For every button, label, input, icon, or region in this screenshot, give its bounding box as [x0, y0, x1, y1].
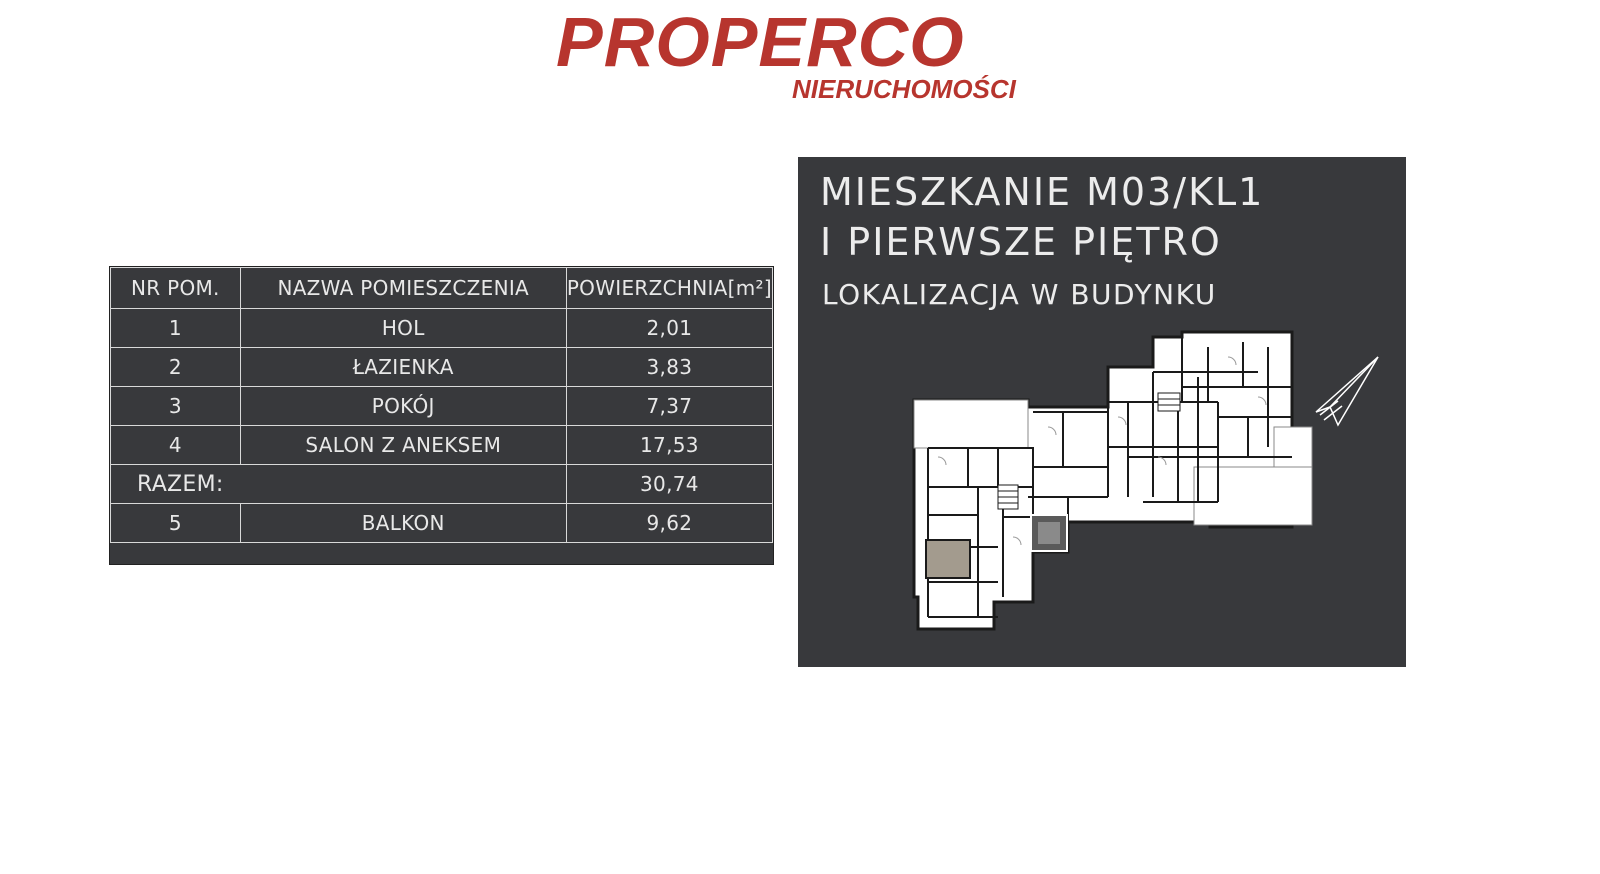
room-name: SALON Z ANEKSEM [240, 426, 566, 465]
room-area: 17,53 [566, 426, 772, 465]
table-row [111, 348, 773, 387]
highlighted-apartment [926, 540, 970, 578]
room-name: BALKON [240, 504, 566, 543]
table-row [111, 309, 773, 348]
company-logo [556, 3, 1046, 106]
room-number: 5 [111, 504, 241, 543]
room-number: 2 [111, 348, 241, 387]
room-area: 9,62 [566, 504, 772, 543]
room-name: HOL [240, 309, 566, 348]
room-name: ŁAZIENKA [240, 348, 566, 387]
room-area: 3,83 [566, 348, 772, 387]
location-subtitle: LOKALIZACJA W BUDYNKU [822, 278, 1217, 311]
building-floor-plan [798, 157, 1406, 667]
logo-subtitle: NIERUCHOMOŚCI [792, 74, 1016, 104]
apartment-title: MIESZKANIE M03/KL1 [820, 170, 1265, 214]
table-header-row [111, 268, 773, 309]
room-number: 1 [111, 309, 241, 348]
room-name: POKÓJ [240, 387, 566, 426]
room-number: 4 [111, 426, 241, 465]
room-area-table [109, 266, 774, 565]
logo-brand: PROPERCO [556, 3, 965, 81]
room-area: 2,01 [566, 309, 772, 348]
table-row [111, 504, 773, 543]
total-area: 30,74 [566, 465, 772, 504]
room-number: 3 [111, 387, 241, 426]
floor-title: I PIERWSZE PIĘTRO [820, 220, 1222, 264]
header-area: POWIERZCHNIA[m²] [566, 268, 772, 309]
north-arrow-icon [1316, 357, 1378, 425]
room-area: 7,37 [566, 387, 772, 426]
header-room-name: NAZWA POMIESZCZENIA [240, 268, 566, 309]
header-room-number: NR POM. [111, 268, 241, 309]
table-row [111, 387, 773, 426]
location-panel [798, 157, 1406, 667]
total-row [111, 465, 773, 504]
table-row [111, 426, 773, 465]
total-label: RAZEM: [111, 465, 567, 504]
